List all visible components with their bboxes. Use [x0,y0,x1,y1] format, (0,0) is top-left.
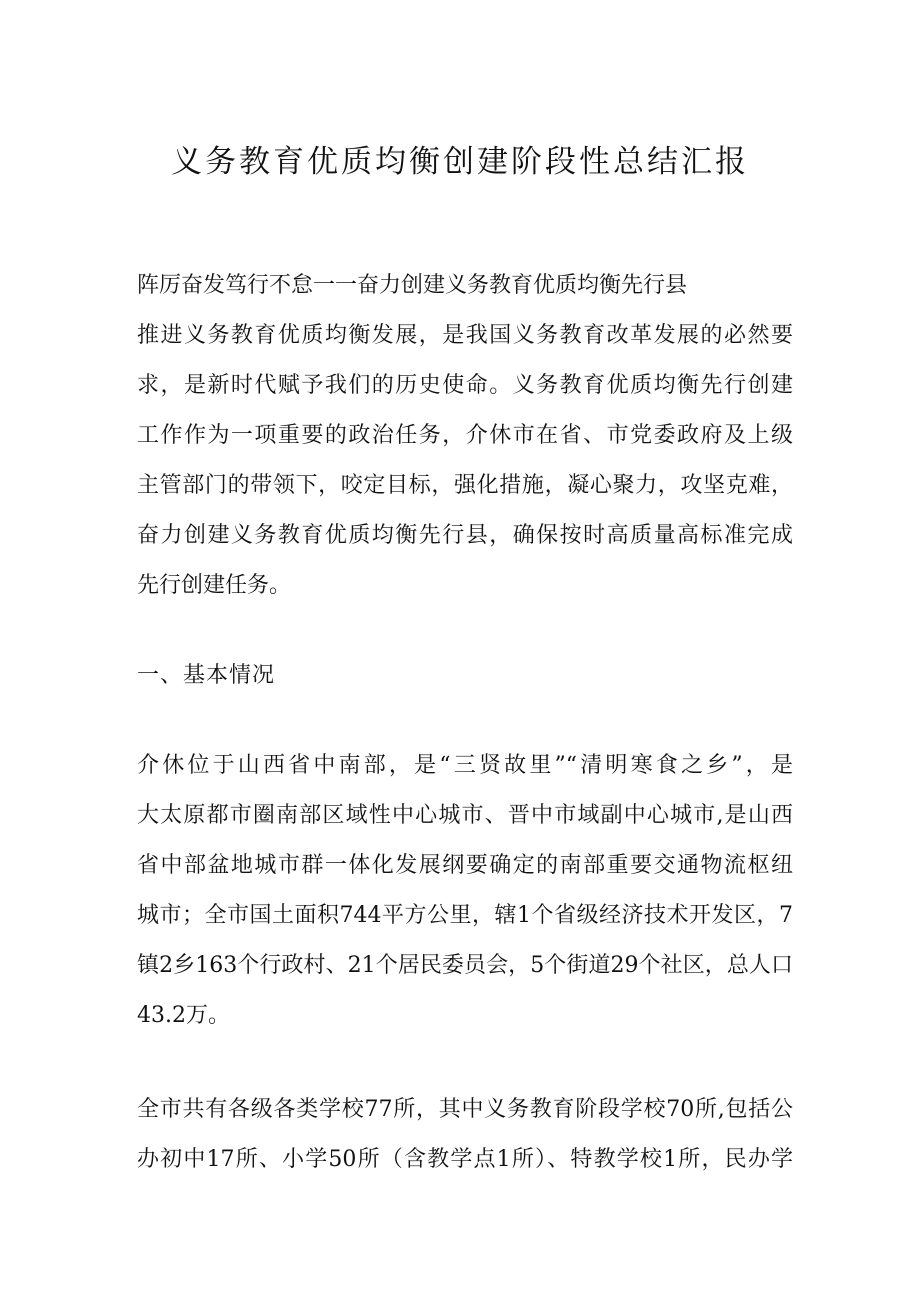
section1-p1-line-2: 大太原都市圈南部区域性中心城市、晋中市域副中心城市,是山西 [137,803,793,828]
intro-line-6: 先行创建任务。 [137,573,292,598]
section1-p1-line-6: 43.2万。 [137,1003,230,1028]
section1-p2-line-1: 全市共有各级各类学校77所，其中义务教育阶段学校70所,包括公 [137,1097,793,1122]
section1-p1-line-3: 省中部盆地城市群一体化发展纲要确定的南部重要交通物流枢纽 [137,853,793,878]
intro-line-1: 推进义务教育优质均衡发展，是我国义务教育改革发展的必然要 [137,323,793,348]
intro-line-2: 求，是新时代赋予我们的历史使命。义务教育优质均衡先行创建 [137,373,793,398]
section1-p2-line-2: 办初中17所、小学50所（含教学点1所）、特教学校1所，民办学 [137,1147,793,1172]
intro-line-5: 奋力创建义务教育优质均衡先行县，确保按时高质量高标准完成 [137,523,793,548]
intro-line-3: 工作作为一项重要的政治任务，介休市在省、市党委政府及上级 [137,423,793,448]
section1-p1-line-4: 城市；全市国土面积744平方公里，辖1个省级经济技术开发区，7 [137,903,793,928]
document-subtitle: 阵厉奋发笃行不怠一一奋力创建义务教育优质均衡先行县 [137,273,688,298]
section1-p1-line-1: 介休位于山西省中南部，是“三贤故里”“清明寒食之乡”，是 [137,753,793,778]
section1-p1-line-5: 镇2乡163个行政村、21个居民委员会，5个街道29个社区，总人口 [137,953,793,978]
section-heading-basic-info: 一、基本情况 [137,663,276,688]
document-title: 义务教育优质均衡创建阶段性总结汇报 [171,144,749,180]
intro-line-4: 主管部门的带领下，咬定目标，强化措施，凝心聚力，攻坚克难， [137,473,793,498]
